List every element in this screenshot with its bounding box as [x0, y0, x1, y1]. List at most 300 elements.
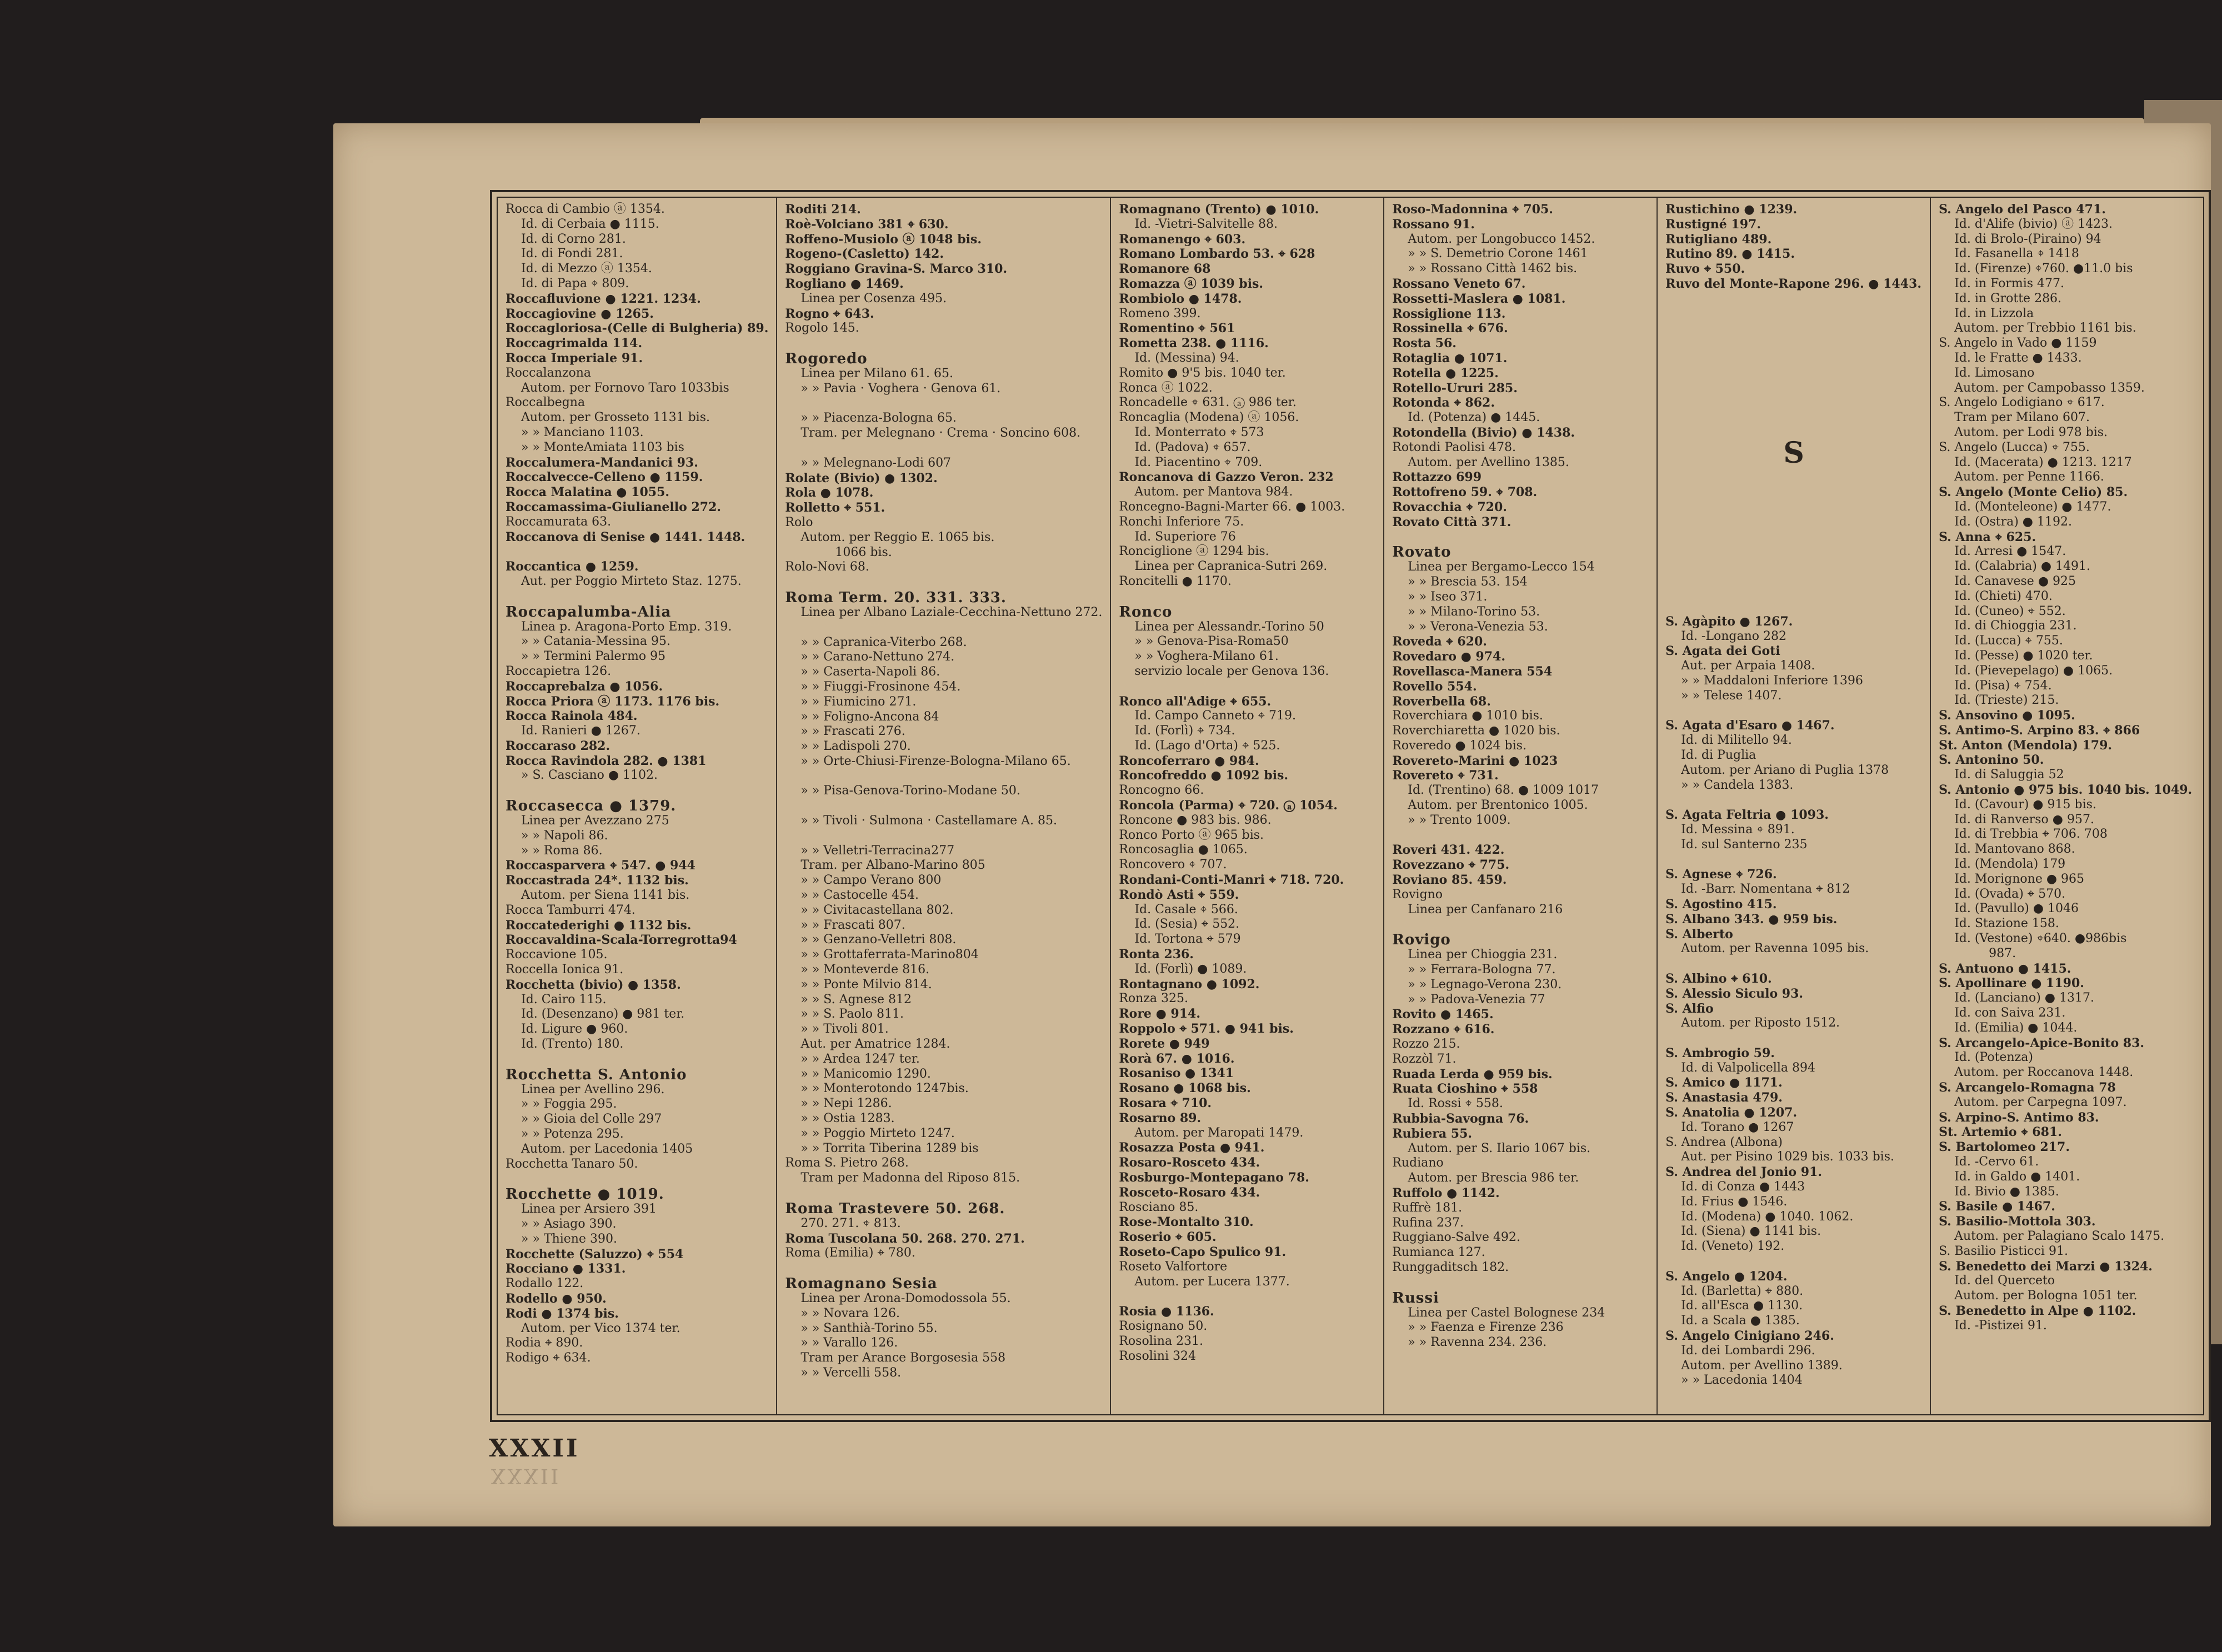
index-entry: S. Anastasia 479.	[1665, 1090, 1783, 1105]
index-entry: Roccanova di Senise ● 1441. 1448.	[506, 529, 745, 544]
index-entry: S. Apollinare ● 1190.	[1939, 976, 2084, 991]
index-entry	[1119, 589, 1375, 604]
index-entry: Autom. per Siena 1141 bis.	[521, 888, 690, 903]
index-entry: Rodallo 122.	[506, 1276, 584, 1291]
index-entry: Autom. per Riposto 1512.	[1681, 1016, 1840, 1030]
index-entry: Id. -Cervo 61.	[1954, 1155, 2039, 1169]
index-entry: » » Fiumicino 271.	[800, 694, 917, 709]
index-entry: Id. (Pavullo) ● 1046	[1954, 902, 2079, 916]
index-entry: Rustigné 197.	[1665, 217, 1761, 232]
index-entry: » » Asiago 390.	[521, 1217, 617, 1231]
index-entry: Roccagrimalda 114.	[506, 336, 643, 351]
index-entry: » » Manciano 1103.	[521, 425, 644, 439]
index-entry: Rufina 237.	[1392, 1215, 1464, 1230]
index-entry: S. Antonino 50.	[1939, 753, 2044, 768]
index-entry: Rosara ⌖ 710.	[1119, 1096, 1212, 1111]
index-entry: Roncofreddo ● 1092 bis.	[1119, 768, 1289, 783]
index-entry: Roè-Volciano 381 ⌖ 630.	[785, 217, 949, 232]
index-heading: Russi	[1392, 1289, 1439, 1306]
index-entry: S. Agostino 415.	[1665, 897, 1777, 912]
index-entry: Ronco Porto ⓐ 965 bis.	[1119, 828, 1264, 842]
index-entry: Ronco all'Adige ⌖ 655.	[1119, 694, 1272, 709]
index-entry: Roma S. Pietro 268.	[785, 1156, 909, 1170]
index-entry: Id. Rossi ⌖ 558.	[1408, 1097, 1503, 1111]
index-entry: » » Roma 86.	[521, 843, 603, 858]
index-entry: Rogeno-(Casletto) 142.	[785, 247, 944, 262]
index-entry: Roncadelle ⌖ 631. ⓐ 986 ter.	[1119, 396, 1297, 410]
index-entry: Roncola (Parma) ⌖ 720. ⓐ 1054.	[1119, 798, 1338, 813]
index-entry	[785, 799, 1102, 814]
index-entry: Roverchiaretta ● 1020 bis.	[1392, 724, 1560, 738]
index-entry: Roncegno-Bagni-Marter 66. ● 1003.	[1119, 499, 1345, 514]
index-entry: Id. di Cerbaia ● 1115.	[521, 217, 659, 231]
index-entry: Rotella ● 1225.	[1392, 366, 1499, 381]
index-entry: 1066 bis.	[835, 545, 892, 559]
index-entry: Roncaglia (Modena) ⓐ 1056.	[1119, 411, 1299, 425]
index-entry: Id. (Chieti) 470.	[1954, 589, 2053, 603]
index-entry: 987.	[1989, 946, 2016, 960]
index-entry: Id. con Saiva 231.	[1954, 1006, 2066, 1020]
index-entry: Id. (Ostra) ● 1192.	[1954, 514, 2072, 529]
index-entry: » » Carano-Nettuno 274.	[800, 650, 955, 664]
index-entry: » » Orte-Chiusi-Firenze-Bologna-Milano 65.	[800, 754, 1071, 768]
index-heading: Romagnano Sesia	[785, 1275, 938, 1292]
index-entry: » » Trento 1009.	[1408, 813, 1511, 827]
index-entry: Romito ● 9'5 bis. 1040 ter.	[1119, 366, 1286, 380]
index-entry: Id. del Querceto	[1954, 1274, 2055, 1288]
index-entry: » » Frascati 276.	[800, 724, 905, 739]
index-entry: Aut. per Arpaia 1408.	[1681, 659, 1815, 673]
index-entry: Rottazzo 699	[1392, 470, 1482, 485]
index-entry: Roncone ● 983 bis. 986.	[1119, 813, 1272, 827]
index-heading: Roma Trastevere 50. 268.	[785, 1200, 1005, 1217]
index-entry: Rontagnano ● 1092.	[1119, 977, 1260, 992]
index-entry: Rovacchia ⌖ 720.	[1392, 499, 1507, 514]
index-entry	[1665, 957, 1922, 972]
index-entry: » » Napoli 86.	[521, 828, 608, 843]
index-entry: » » Termini Palermo 95	[521, 649, 666, 664]
index-entry: S. Angelo (Monte Celio) 85.	[1939, 485, 2128, 500]
index-entry: Roncanova di Gazzo Veron. 232	[1119, 470, 1334, 485]
index-entry	[1665, 1254, 1922, 1269]
index-entry: Linea per Avezzano 275	[521, 814, 669, 828]
index-entry: Roma Tuscolana 50. 268. 270. 271.	[785, 1231, 1025, 1246]
index-entry: Rocchetta (bivio) ● 1358.	[506, 977, 681, 992]
index-entry: Rocca Tamburri 474.	[506, 903, 635, 917]
index-entry: » » S. Demetrio Corone 1461	[1408, 247, 1588, 261]
index-entry: Roccafluvione ● 1221. 1234.	[506, 291, 701, 306]
index-entry: Rumianca 127.	[1392, 1245, 1485, 1260]
index-entry: Rotonda ⌖ 862.	[1392, 396, 1495, 411]
index-entry: Tram. per Melegnano · Crema · Soncino 608.	[800, 426, 1081, 440]
index-entry: » » Ladispoli 270.	[800, 739, 911, 754]
index-entry: Roseto-Capo Spulico 91.	[1119, 1244, 1287, 1259]
index-entry	[785, 397, 1102, 412]
index-entry: Id. in Grotte 286.	[1954, 291, 2062, 306]
index-entry	[506, 1172, 768, 1187]
index-entry: Autom. per Ravenna 1095 bis.	[1681, 942, 1869, 956]
index-entry: Id. di Conza ● 1443	[1681, 1180, 1805, 1194]
index-entry: Rovereto-Marini ● 1023	[1392, 753, 1558, 768]
index-entry: Linea per Capranica-Sutri 269.	[1134, 559, 1328, 574]
index-entry	[1392, 1275, 1649, 1290]
index-entry: » » Voghera-Milano 61.	[1134, 649, 1279, 664]
index-entry: Autom. per Penne 1166.	[1954, 470, 2104, 484]
index-entry: Tram per Milano 607.	[1954, 411, 2090, 425]
index-entry: Id. di Brolo-(Piraino) 94	[1954, 232, 2101, 246]
index-entry: Rodia ⌖ 890.	[506, 1336, 583, 1350]
index-entry: Rosazza Posta ● 941.	[1119, 1140, 1265, 1155]
index-entry: » S. Casciano ● 1102.	[521, 768, 658, 783]
index-entry: S. Ambrogio 59.	[1665, 1045, 1775, 1060]
index-entry: » » Vercelli 558.	[800, 1365, 902, 1380]
index-entry: Roccasparvera ⌖ 547. ● 944	[506, 858, 695, 873]
index-entry: Romentino ⌖ 561	[1119, 321, 1235, 336]
index-entry: Id. di Trebbia ⌖ 706. 708	[1954, 827, 2108, 842]
index-entry: Linea per Albano Laziale-Cecchina-Nettuno 272.	[800, 605, 1103, 619]
index-entry: » » Manicomio 1290.	[800, 1067, 931, 1081]
index-entry: Id. di Chioggia 231.	[1954, 619, 2077, 633]
index-entry: Id. (Trento) 180.	[521, 1037, 624, 1052]
index-entry: Id. in Formis 477.	[1954, 276, 2065, 291]
index-entry: » » Catania-Messina 95.	[521, 634, 670, 649]
index-entry: » » Ravenna 234. 236.	[1408, 1335, 1547, 1350]
index-entry: S. Angelo ● 1204.	[1665, 1269, 1788, 1284]
index-entry: Rore ● 914.	[1119, 1007, 1201, 1022]
index-entry: S. Antonio ● 975 bis. 1040 bis. 1049.	[1939, 783, 2193, 798]
index-column-1	[498, 198, 777, 1414]
index-entry	[506, 544, 768, 559]
index-entry: Id. sul Santerno 235	[1681, 837, 1808, 852]
index-entry: Rosta 56.	[1392, 336, 1457, 351]
index-entry: Autom. per Carpegna 1097.	[1954, 1095, 2127, 1109]
index-entry: Id. Frius ● 1546.	[1681, 1194, 1788, 1209]
index-heading: Rovato	[1392, 544, 1452, 561]
index-entry: Roncitelli ● 1170.	[1119, 574, 1232, 588]
index-entry: Rosignano 50.	[1119, 1319, 1208, 1333]
index-entry: Id. di Ranverso ● 957.	[1954, 812, 2094, 827]
index-entry: Romanore 68	[1119, 262, 1211, 277]
index-entry: Id. in Galdo ● 1401.	[1954, 1169, 2080, 1184]
index-entry: Rodigo ⌖ 634.	[506, 1351, 591, 1365]
index-entry: Id. (Lucca) ⌖ 755.	[1954, 634, 2063, 648]
index-entry: Linea per Avellino 296.	[521, 1082, 665, 1097]
index-heading: Ronco	[1119, 603, 1173, 620]
index-entry: Id. (Potenza) ● 1445.	[1408, 411, 1540, 425]
index-entry: » » Maddaloni Inferiore 1396	[1681, 673, 1863, 688]
index-entry: Autom. per Campobasso 1359.	[1954, 381, 2145, 395]
index-entry: Id. Tortona ⌖ 579	[1134, 932, 1241, 947]
section-letter: S	[1783, 435, 1804, 470]
index-entry: » » Caserta-Napoli 86.	[800, 665, 940, 679]
index-entry: Romagnano (Trento) ● 1010.	[1119, 202, 1319, 217]
index-entry: Id. (Potenza)	[1954, 1050, 2033, 1065]
index-entry: Rocchetta Tanaro 50.	[506, 1157, 638, 1171]
index-entry: Id. (Ovada) ⌖ 570.	[1954, 887, 2066, 901]
index-entry: Id. Ranieri ● 1267.	[521, 724, 640, 738]
index-entry: Rutigliano 489.	[1665, 232, 1772, 247]
index-entry	[785, 1261, 1102, 1276]
index-entry	[506, 1052, 768, 1067]
index-entry: Rosolina 231.	[1119, 1334, 1204, 1348]
index-entry: » » Foligno-Ancona 84	[800, 709, 939, 724]
index-entry: Rodello ● 950.	[506, 1291, 607, 1306]
index-entry: S. Anatolia ● 1207.	[1665, 1105, 1798, 1120]
index-entry: Id. (Cavour) ● 915 bis.	[1954, 797, 2096, 812]
index-entry: » » Iseo 371.	[1408, 589, 1488, 604]
index-entry: Roccalumera-Mandanici 93.	[506, 455, 698, 470]
index-entry: Roverbella 68.	[1392, 694, 1491, 709]
index-entry: Rovigno	[1392, 887, 1443, 902]
index-entry: Rossano Veneto 67.	[1392, 276, 1526, 291]
index-entry: Aut. per Poggio Mirteto Staz. 1275.	[521, 574, 742, 588]
index-entry: S. Angelo Cinigiano 246.	[1665, 1329, 1834, 1344]
index-entry: » » Monteverde 816.	[800, 963, 930, 977]
index-entry: Rorà 67. ● 1016.	[1119, 1051, 1235, 1066]
index-entry: Rudiano	[1392, 1156, 1444, 1170]
index-entry: Id. di Valpolicella 894	[1681, 1060, 1815, 1075]
index-entry	[1392, 828, 1649, 843]
index-entry: Id. di Mezzo ⓐ 1354.	[521, 262, 652, 276]
index-entry: Id. Monterrato ⌖ 573	[1134, 425, 1264, 439]
index-entry: Roviano 85. 459.	[1392, 873, 1507, 888]
index-entry: Autom. per Lacedonia 1405	[521, 1142, 693, 1156]
index-entry: Roccamassima-Giulianello 272.	[506, 499, 722, 514]
index-entry: » » Verona-Venezia 53.	[1408, 619, 1548, 634]
index-entry	[1665, 704, 1922, 719]
index-entry: » » Genova-Pisa-Roma50	[1134, 634, 1289, 649]
index-entry: Rolate (Bivio) ● 1302.	[785, 470, 938, 485]
index-entry: S. Andrea del Jonio 91.	[1665, 1165, 1822, 1180]
index-entry: St. Anton (Mendola) 179.	[1939, 738, 2113, 753]
index-entry: S. Agata d'Esaro ● 1467.	[1665, 718, 1835, 733]
index-entry: Rovedaro ● 974.	[1392, 649, 1506, 664]
index-entry: Linea p. Aragona-Porto Emp. 319.	[521, 619, 732, 634]
index-entry: Ruata Cioshino ⌖ 558	[1392, 1082, 1538, 1097]
index-entry: » » Foggia 295.	[521, 1097, 617, 1112]
index-entry: Rotello-Ururi 285.	[1392, 381, 1518, 396]
index-entry: S. Angelo Lodigiano ⌖ 617.	[1939, 396, 2105, 410]
index-entry: Id. le Fratte ● 1433.	[1954, 351, 2082, 365]
index-entry: Romeno 399.	[1119, 306, 1201, 321]
index-column-5	[1658, 198, 1931, 1414]
index-entry: S. Agata dei Goti	[1665, 644, 1780, 659]
index-entry	[785, 1186, 1102, 1201]
index-entry: Roveredo ● 1024 bis.	[1392, 738, 1527, 753]
index-entry: Rubiera 55.	[1392, 1126, 1473, 1141]
index-entry: » » Ostia 1283.	[800, 1112, 895, 1126]
index-entry: Rossano 91.	[1392, 217, 1475, 232]
index-entry: Rolo-Novi 68.	[785, 560, 869, 574]
index-entry: Id. (Lanciano) ● 1317.	[1954, 991, 2094, 1005]
index-entry: Ruada Lerda ● 959 bis.	[1392, 1067, 1553, 1082]
index-entry	[785, 620, 1102, 635]
index-entry: Id. (Calabria) ● 1491.	[1954, 559, 2091, 574]
index-entry: Id. (Firenze) ⌖760. ●11.0 bis	[1954, 262, 2133, 276]
index-entry: St. Artemio ⌖ 681.	[1939, 1125, 2062, 1140]
index-entry: Id. in Lizzola	[1954, 306, 2034, 321]
index-entry: » » Candela 1383.	[1681, 778, 1794, 792]
index-entry: S. Basilio Pisticci 91.	[1939, 1244, 2068, 1258]
index-entry: Id. -Pistizei 91.	[1954, 1318, 2047, 1333]
index-entry: S. Arcangelo-Romagna 78	[1939, 1080, 2116, 1095]
index-entry: » » Faenza e Firenze 236	[1408, 1320, 1564, 1335]
index-entry	[1392, 917, 1649, 932]
index-entry: » » Torrita Tiberina 1289 bis	[800, 1141, 979, 1155]
index-entry: » » Ferrara-Bologna 77.	[1408, 963, 1556, 977]
index-entry: Id. (Emilia) ● 1044.	[1954, 1020, 2078, 1035]
index-heading: Rocchetta S. Antonio	[506, 1066, 687, 1083]
index-entry: Autom. per Maropati 1479.	[1134, 1125, 1304, 1140]
index-entry: Autom. per Fornovo Taro 1033bis	[521, 381, 729, 395]
index-entry: Roccastrada 24*. 1132 bis.	[506, 873, 689, 888]
index-entry: Roccagloriosa-(Celle di Bulgheria) 89.	[506, 321, 769, 336]
index-entry: » » Civitacastellana 802.	[800, 903, 954, 917]
index-entry: S. Basilio-Mottola 303.	[1939, 1214, 2096, 1229]
index-entry: Romazza ⓐ 1039 bis.	[1119, 276, 1264, 291]
index-entry: Ruvo del Monte-Rapone 296. ● 1443.	[1665, 276, 1922, 291]
index-entry: Roccantica ● 1259.	[506, 559, 639, 574]
index-entry: » » Pisa-Genova-Torino-Modane 50.	[800, 784, 1020, 798]
index-entry: » » Tivoli · Sulmona · Castellamare A. 85.	[800, 814, 1058, 828]
index-entry	[785, 769, 1102, 784]
index-entry: S. Benedetto in Alpe ● 1102.	[1939, 1303, 2136, 1318]
index-entry: Linea per Arsiero 391	[521, 1202, 657, 1217]
index-entry: » » Melegnano-Lodi 607	[800, 455, 952, 470]
index-entry: Id. (Mendola) 179	[1954, 857, 2066, 872]
index-entry: servizio locale per Genova 136.	[1134, 664, 1329, 678]
index-entry	[1665, 1031, 1922, 1046]
index-entry: » » Grottaferrata-Marino804	[800, 948, 979, 962]
index-entry: » » Ardea 1247 ter.	[800, 1052, 920, 1066]
index-entry: Ruvo ⌖ 550.	[1665, 262, 1745, 277]
index-entry: » » Pavia · Voghera · Genova 61.	[800, 381, 1001, 396]
index-entry: Rossetti-Maslera ● 1081.	[1392, 291, 1566, 306]
index-entry: Rosano ● 1068 bis.	[1119, 1081, 1251, 1096]
index-entry: Romanengo ⌖ 603.	[1119, 232, 1246, 247]
index-entry: Rosolini 324	[1119, 1349, 1196, 1363]
index-entry: » » Monterotondo 1247bis.	[800, 1082, 969, 1096]
index-entry: Id. all'Esca ● 1130.	[1681, 1299, 1803, 1313]
index-entry: Rovellasca-Manera 554	[1392, 664, 1553, 679]
index-entry: Roccapietra 126.	[506, 664, 612, 678]
index-entry: Ronchi Inferiore 75.	[1119, 514, 1244, 529]
index-entry: S. Antimo-S. Arpino 83. ⌖ 866	[1939, 723, 2140, 738]
index-entry: Rossinella ⌖ 676.	[1392, 321, 1508, 336]
index-entry: Id. Canavese ● 925	[1954, 574, 2076, 588]
index-entry: Roveri 431. 422.	[1392, 843, 1505, 858]
index-entry: Linea per Chioggia 231.	[1408, 948, 1558, 962]
index-entry: Roccagiovine ● 1265.	[506, 306, 654, 321]
index-entry: Rorete ● 949	[1119, 1036, 1210, 1051]
index-heading: Rovigo	[1392, 932, 1451, 949]
index-entry: » » Varallo 126.	[800, 1336, 898, 1350]
index-entry: Ruffrè 181.	[1392, 1200, 1463, 1215]
index-entry: Id. di Saluggia 52	[1954, 768, 2064, 782]
index-entry: Roggiano Gravina-S. Marco 310.	[785, 262, 1008, 277]
index-entry: Rosceto-Rosaro 434.	[1119, 1185, 1260, 1200]
index-entry: S. Amico ● 1171.	[1665, 1075, 1783, 1090]
index-entry: Rocca Malatina ● 1055.	[506, 485, 670, 500]
index-entry	[1119, 1289, 1375, 1304]
index-entry: » » Piacenza-Bologna 65.	[800, 411, 957, 425]
index-entry: Autom. per Bologna 1051 ter.	[1954, 1289, 2138, 1303]
index-entry: S. Angelo in Vado ● 1159	[1939, 336, 2097, 351]
index-entry: Roccavione 105.	[506, 948, 608, 962]
index-entry: S. Andrea (Albona)	[1665, 1135, 1783, 1149]
index-entry: Roso-Madonnina ⌖ 705.	[1392, 202, 1553, 217]
index-entry: Tram per Madonna del Riposo 815.	[800, 1171, 1020, 1185]
index-entry: Rosburgo-Montepagano 78.	[1119, 1170, 1309, 1185]
index-entry: Rosciano 85.	[1119, 1200, 1199, 1214]
index-entry: » » Legnago-Verona 230.	[1408, 977, 1562, 992]
index-entry: Id. (Forlì) ● 1089.	[1134, 962, 1247, 976]
index-entry: Autom. per Trebbio 1161 bis.	[1954, 321, 2136, 336]
index-entry: Ronca ⓐ 1022.	[1119, 381, 1213, 395]
index-entry	[785, 575, 1102, 590]
index-entry: Ruggiano-Salve 492.	[1392, 1230, 1520, 1245]
index-entry: Id. -Vietri-Salvitelle 88.	[1134, 217, 1278, 231]
index-entry: Autom. per Ariano di Puglia 1378	[1681, 763, 1889, 777]
index-entry: Roncovero ⌖ 707.	[1119, 858, 1227, 872]
index-heading: Roccapalumba-Alia	[506, 603, 672, 620]
index-entry: Roserio ⌖ 605.	[1119, 1230, 1217, 1245]
index-heading: Rocchette ● 1019.	[506, 1186, 664, 1203]
index-entry: Id. -Longano 282	[1681, 629, 1786, 643]
index-entry: Rozzo 215.	[1392, 1037, 1460, 1052]
index-entry: Id. (Messina) 94.	[1134, 351, 1239, 365]
index-entry: Linea per Bergamo-Lecco 154	[1408, 560, 1595, 574]
index-entry: Id. Piacentino ⌖ 709.	[1134, 455, 1263, 469]
index-entry: Runggaditsch 182.	[1392, 1260, 1509, 1274]
index-entry: Rotondella (Bivio) ● 1438.	[1392, 425, 1575, 440]
index-entry	[1392, 530, 1649, 545]
index-entry: Rocciano ● 1331.	[506, 1261, 626, 1276]
index-entry: Id. Casale ⌖ 566.	[1134, 902, 1238, 917]
index-entry: 270. 271. ⌖ 813.	[800, 1216, 901, 1230]
index-entry: S. Albino ⌖ 610.	[1665, 971, 1772, 986]
index-entry: » » Lacedonia 1404	[1681, 1373, 1803, 1388]
index-entry: Id. Fasanella ⌖ 1418	[1954, 247, 2079, 261]
index-entry: » » Potenza 295.	[521, 1127, 624, 1142]
index-entry: Rocca Imperiale 91.	[506, 351, 643, 366]
index-entry: Id. (Cuneo) ⌖ 552.	[1954, 604, 2066, 618]
index-entry: Autom. per Avellino 1389.	[1681, 1358, 1843, 1373]
index-entry: Id. (Trieste) 215.	[1954, 693, 2059, 708]
index-entry: » » Poggio Mirteto 1247.	[800, 1126, 955, 1140]
index-entry: » » Gioia del Colle 297	[521, 1112, 662, 1127]
index-entry: Id. (Padova) ⌖ 657.	[1134, 440, 1251, 454]
index-entry: Id. dei Lombardi 296.	[1681, 1343, 1815, 1358]
index-entry: Rocca Rainola 484.	[506, 709, 638, 724]
index-entry: S. Bartolomeo 217.	[1939, 1140, 2070, 1155]
index-entry: Rubbia-Savogna 76.	[1392, 1112, 1529, 1127]
index-entry: » » Ponte Milvio 814.	[800, 977, 932, 992]
index-entry: Linea per Alessandr.-Torino 50	[1134, 619, 1324, 634]
index-entry: » » Brescia 53. 154	[1408, 575, 1528, 589]
index-entry: Roncoferraro ● 984.	[1119, 753, 1259, 768]
index-entry: Roccaraso 282.	[506, 738, 610, 753]
index-entry: Autom. per Reggio E. 1065 bis.	[800, 530, 995, 544]
index-entry: Autom. per Lodi 978 bis.	[1954, 425, 2108, 439]
index-entry: Rotondi Paolisi 478.	[1392, 440, 1516, 454]
index-column-2	[777, 198, 1111, 1414]
index-entry: S. Anna ⌖ 625.	[1939, 529, 2036, 544]
index-entry: Id. (Barletta) ⌖ 880.	[1681, 1284, 1804, 1298]
index-entry: » » Novara 126.	[800, 1306, 900, 1320]
index-entry: Autom. per Lucera 1377.	[1134, 1274, 1290, 1289]
index-entry: Rondani-Conti-Manri ⌖ 718. 720.	[1119, 873, 1344, 888]
